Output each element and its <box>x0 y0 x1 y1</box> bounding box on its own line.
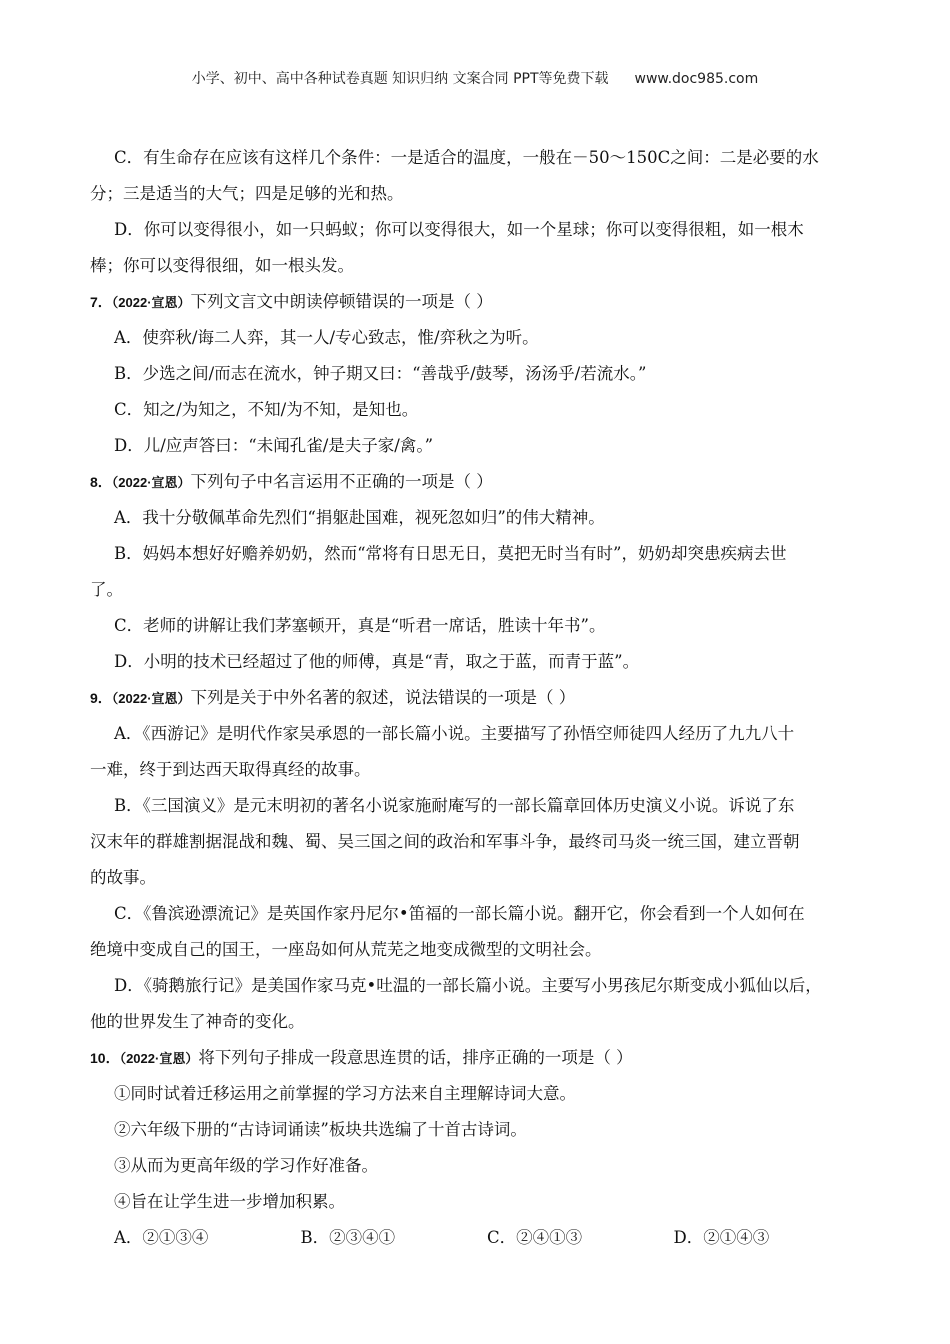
q9-option-a-cont: 一难，终于到达西天取得真经的故事。 <box>90 760 371 779</box>
q7-option-a: A．使弈秋/诲二人弈，其一人/专心致志，惟/弈秋之为听。 <box>114 328 539 347</box>
q10-sentence-1: ①同时试着迁移运用之前掌握的学习方法来自主理解诗词大意。 <box>114 1084 576 1103</box>
q10-sentence-2: ②六年级下册的“古诗词诵读”板块共选编了十首古诗词。 <box>114 1120 527 1139</box>
q6-option-d-cont: 棒；你可以变得很细，如一根头发。 <box>90 256 354 275</box>
q9-option-a: A．《西游记》是明代作家吴承恩的一部长篇小说。主要描写了孙悟空师徒四人经历了九九八十 <box>114 724 795 743</box>
q10-option-c: C．②④①③ <box>487 1228 583 1247</box>
q6-option-c-cont: 分；三是适当的大气；四是足够的光和热。 <box>90 184 404 203</box>
q8-option-b-cont: 了。 <box>90 580 123 599</box>
q8-option-c: C．老师的讲解让我们茅塞顿开，真是“听君一席话，胜读十年书”。 <box>114 616 606 635</box>
q9-option-b: B．《三国演义》是元末明初的著名小说家施耐庵写的一部长篇章回体历史演义小说。诉说了东 <box>114 796 795 815</box>
q10-stem <box>90 1040 860 1076</box>
q9-option-c: C．《鲁滨逊漂流记》是英国作家丹尼尔•笛福的一部长篇小说。翻开它，你会看到一个人如何在 <box>114 904 805 923</box>
q7-source: （2022·宣恩） <box>111 295 191 310</box>
q8-option-b: B．妈妈本想好好赡养奶奶，然而“常将有日思无日，莫把无时当有时”，奶奶却突患疾病去世 <box>114 544 787 563</box>
q8-option-a: A．我十分敬佩革命先烈们“捐躯赴国难，视死忽如归”的伟大精神。 <box>114 508 605 527</box>
q7-stem <box>90 284 860 320</box>
q8-question: 下列句子中名言运用不正确的一项是（ ） <box>190 472 493 491</box>
q9-option-d: D．《骑鹅旅行记》是美国作家马克•吐温的一部长篇小说。主要写小男孩尼尔斯变成小狐仙以后， <box>114 976 822 995</box>
q9-number: 9． <box>90 690 112 706</box>
q8-stem <box>90 464 860 500</box>
q10-option-a: A．②①③④ <box>114 1228 209 1247</box>
q10-options <box>90 1220 860 1256</box>
q7-option-b: B．少选之间/而志在流水，钟子期又曰：“善哉乎/鼓琴，汤汤乎/若流水。” <box>114 364 647 383</box>
q9-option-d-cont: 他的世界发生了神奇的变化。 <box>90 1012 305 1031</box>
q9-option-c-cont: 绝境中变成自己的国王，一座岛如何从荒芜之地变成微型的文明社会。 <box>90 940 602 959</box>
q7-number: 7． <box>90 294 112 310</box>
document-body <box>90 140 860 1256</box>
q10-sentence-4: ④旨在让学生进一步增加积累。 <box>114 1192 345 1211</box>
q10-sentence-3: ③从而为更高年级的学习作好准备。 <box>114 1156 378 1175</box>
q9-option-b-cont2: 的故事。 <box>90 868 156 887</box>
q7-option-d: D．儿/应声答曰：“未闻孔雀/是夫子家/禽。” <box>114 436 434 455</box>
page-header <box>0 68 950 88</box>
q6-option-d: D．你可以变得很小，如一只蚂蚁；你可以变得很大，如一个星球；你可以变得很粗，如一根木 <box>114 220 804 239</box>
q10-option-d: D．②①④③ <box>673 1228 770 1247</box>
q9-stem <box>90 680 860 716</box>
q8-number: 8． <box>90 474 112 490</box>
q10-question: 将下列句子排成一段意思连贯的话，排序正确的一项是（ ） <box>198 1048 633 1067</box>
q10-source: （2022·宣恩） <box>119 1051 199 1066</box>
q6-option-c: C．有生命存在应该有这样几个条件：一是适合的温度，一般在－50～150C之间：二是必要的水 <box>114 148 819 167</box>
header-site-link[interactable]: www.doc985.com <box>634 71 759 87</box>
q10-option-b: B．②③④① <box>300 1228 396 1247</box>
q8-option-d: D．小明的技术已经超过了他的师傅，真是“青，取之于蓝，而青于蓝”。 <box>114 652 640 671</box>
q9-source: （2022·宣恩） <box>111 691 191 706</box>
q10-number: 10． <box>90 1050 120 1066</box>
q8-source: （2022·宣恩） <box>111 475 191 490</box>
q9-question: 下列是关于中外名著的叙述，说法错误的一项是（ ） <box>190 688 576 707</box>
header-text: 小学、初中、高中各种试卷真题 知识归纳 文案合同 PPT等免费下载 <box>191 71 609 87</box>
q9-option-b-cont: 汉末年的群雄割据混战和魏、蜀、吴三国之间的政治和军事斗争，最终司马炎一统三国，建立晋朝 <box>90 832 800 851</box>
q7-option-c: C．知之/为知之，不知/为不知，是知也。 <box>114 400 419 419</box>
q7-question: 下列文言文中朗读停顿错误的一项是（ ） <box>190 292 493 311</box>
